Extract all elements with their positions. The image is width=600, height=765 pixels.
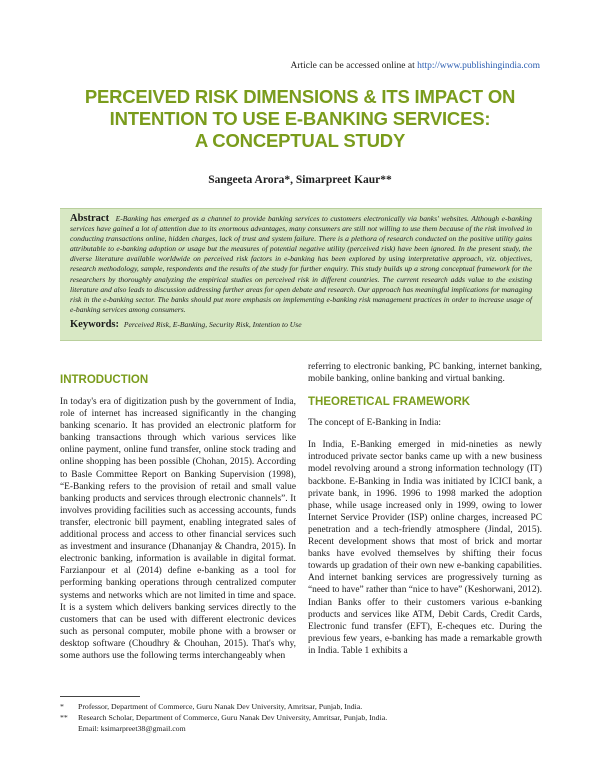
- footnote-2: [60, 712, 540, 723]
- title-line-1: PERCEIVED RISK DIMENSIONS & ITS IMPACT ON: [84, 86, 516, 107]
- title-line-3: A CONCEPTUAL STUDY: [194, 130, 406, 151]
- introduction-paragraph: In today's era of digitization push by the government of India, role of internet has increased significantly in the changing banking scenario. It has provided an electronic platform for banking transactions through which various services like online payment, online fund transfer, online stock trading and online shopping has been possible (Chohan, 2015). According to Basle Committee Report on Banking Supervision (1998), “E-Banking refers to the provision of retail and small value banking products and services through electronic channels”. It involves providing facilities such as accessing accounts, funds transfer, electronic bill payment, enabling integrated sales of additional process and access to other financial services such as investment and insurance (Dhananjay & Chandra, 2015). In electronic banking, information is available in digital format. Farzianpour et al (2014) define e-banking as a tool for performing banking operations through centralized computer systems and networks which are not limited in time and space. It is a system which delivers banking services directly to the customers that can be used with different electronic devices such as personal computer, mobile phone with a browser or desktop software (Choudhry & Chouhan, 2015). That's why, some authors use the following terms interchangeably when: [60, 397, 296, 661]
- keywords: [70, 319, 532, 330]
- abstract-text: E-Banking has emerged as a channel to provide banking services to customers electronically via banks' websites. Although e-banking services have gained a lot of attention due to its enormous advantages, many consumers are still not willing to use them because of the risk involved in conducting transactions online, hidden charges, lack of trust and system failure. There is a plethora of research conducted on the positive utility gains attributable to e-banking adoption or usage but the measures of potential negative utility (perceived risk) have been ignored. In the present study, the diverse literature available worldwide on perceived risk factors in e-banking has been explored by using interpretative approach, viz. objectives, research methodology, sample, respondents and the results of the study for further enquiry. This study builds up a strong conceptual framework for the researchers by thoroughly analyzing the empirical studies on perceived risk in different countries. The current research adds value to the existing literature and also leads to discussion addressing further areas for open debate and research. Our approach has meaningful implications for managing risk in the e-banking sector. The banks should put more emphasis on implementing e-banking risk management practices in order to increase usage of e-banking services among consumers.: [70, 214, 532, 314]
- abstract-heading: Abstract: [70, 213, 110, 224]
- keywords-text: Perceived Risk, E-Banking, Security Risk, Intention to Use: [123, 319, 302, 329]
- footnote-mark: *: [60, 702, 64, 711]
- abstract: [70, 214, 532, 315]
- theoretical-framework-heading: THEORETICAL FRAMEWORK: [308, 396, 471, 409]
- footnote-mark: **: [60, 713, 68, 722]
- framework-paragraph: In India, E-Banking emerged in mid-nineties as newly introduced private sector banks came up with a new business model revolving around a strong information technology (IT) backbone. E-Banking in India was initiated by ICICI bank, a private bank, in 1996. 1996 to 1998 marked the adoption phase, while usage increased only in 1999, owing to lower Internet Service Provider (ISP) online charges, increased PC penetration and a tech-friendly atmosphere (Jindal, 2015). Recent development shows that most of brick and mortar banks have evolved themselves by shifting their focus towards up gradation of their own new e-banking capabilities. And internet banking services are progressively turning as “need to have” rather than “nice to have” (Keshorwani, 2012). Indian Banks offer to their customers various e-banking products and services like ATM, Debit Cards, Credit Cards, Electronic fund transfer (EFT), E-cheques etc. During the previous few years, e-banking has made a remarkable growth in India. Table 1 exhibits a: [308, 440, 543, 656]
- footnotes: [60, 701, 540, 734]
- footnote-divider: [60, 696, 140, 697]
- author-email[interactable]: Email: ksimarpreet38@gmail.com: [78, 724, 186, 733]
- right-column: [308, 361, 542, 657]
- concept-subheading: The concept of E-Banking in India:: [308, 418, 442, 429]
- access-text: Article can be accessed online at: [290, 61, 415, 71]
- introduction-heading: INTRODUCTION: [60, 374, 149, 386]
- publisher-link[interactable]: http://www.publishingindia.com: [417, 61, 540, 71]
- paper-title: [40, 86, 560, 152]
- authors: Sangeeta Arora*, Simarpreet Kaur**: [208, 174, 392, 186]
- abstract-box: [60, 208, 542, 341]
- left-column: [60, 373, 296, 662]
- continuation-paragraph: referring to electronic banking, PC banking, internet banking, mobile banking, online banking and virtual banking.: [308, 362, 542, 385]
- keywords-heading: Keywords:: [70, 318, 119, 330]
- title-line-2: INTENTION TO USE E-BANKING SERVICES:: [109, 108, 491, 129]
- footnote-1: [60, 701, 540, 712]
- footnote-text: Professor, Department of Commerce, Guru Nanak Dev University, Amritsar, Punjab, India.: [78, 702, 363, 711]
- footnote-text: Research Scholar, Department of Commerce, Guru Nanak Dev University, Amritsar, Punjab, India.: [78, 713, 388, 722]
- access-line: [291, 61, 541, 71]
